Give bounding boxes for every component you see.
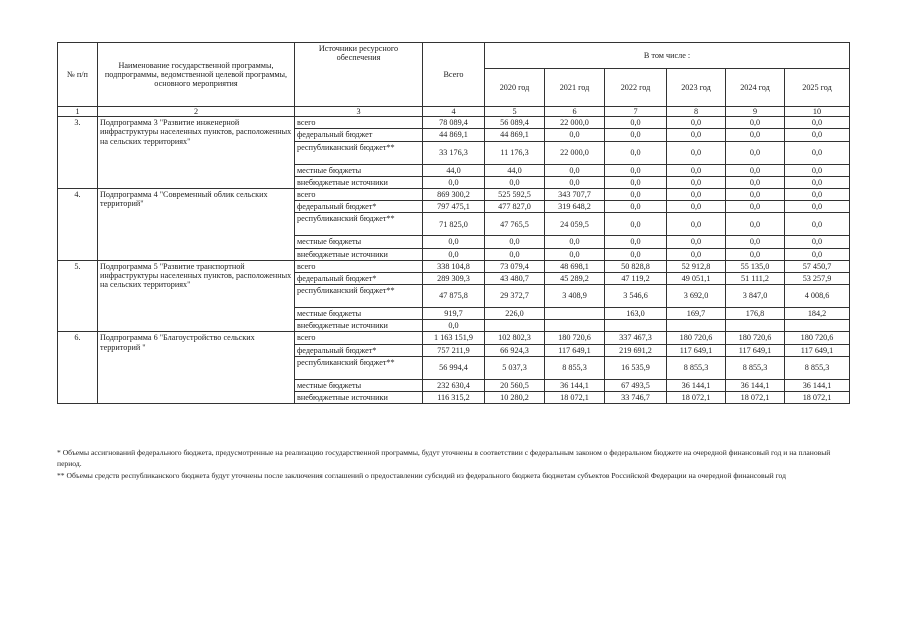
year-value: 47 765,5 — [485, 213, 545, 236]
total-value: 0,0 — [423, 176, 485, 188]
total-value: 797 475,1 — [423, 201, 485, 213]
year-value: 45 289,2 — [545, 272, 605, 284]
year-value: 73 079,4 — [485, 260, 545, 272]
year-value: 0,0 — [545, 176, 605, 188]
footnote-republican: ** Объемы средств республиканского бюджета будут уточнены после заключения соглашений о предоставлении субсидий из федерального бюджета бюджетам субъектов Российской Федерации на очередной финансовый год — [57, 471, 786, 480]
column-index: 6 — [545, 107, 605, 117]
year-value: 0,0 — [667, 213, 726, 236]
year-value: 0,0 — [605, 201, 667, 213]
funding-source: республиканский бюджет** — [295, 356, 423, 379]
year-value: 3 546,6 — [605, 285, 667, 308]
year-value: 55 135,0 — [726, 260, 785, 272]
program-name: Подпрограмма 3 "Развитие инженерной инфраструктуры населенных пунктов, расположенных на сельских территориях" — [98, 117, 295, 189]
year-value: 0,0 — [545, 236, 605, 248]
year-value: 0,0 — [785, 188, 850, 200]
year-value: 8 855,3 — [545, 356, 605, 379]
year-value: 0,0 — [667, 176, 726, 188]
year-value: 29 372,7 — [485, 285, 545, 308]
funding-source: внебюджетные источники — [295, 176, 423, 188]
header-year: 2021 год — [545, 69, 605, 107]
year-value: 16 535,9 — [605, 356, 667, 379]
year-value: 0,0 — [785, 213, 850, 236]
header-including: В том числе : — [485, 43, 850, 69]
year-value: 0,0 — [545, 164, 605, 176]
year-value: 319 648,2 — [545, 201, 605, 213]
year-value: 163,0 — [605, 308, 667, 320]
header-name: Наименование государственной программы, подпрограммы, ведомственной целевой программы, основного мероприятия — [98, 43, 295, 107]
year-value: 117 649,1 — [667, 344, 726, 356]
year-value: 117 649,1 — [785, 344, 850, 356]
year-value: 52 912,8 — [667, 260, 726, 272]
total-value: 47 875,8 — [423, 285, 485, 308]
total-value: 56 994,4 — [423, 356, 485, 379]
column-index-row — [58, 107, 850, 117]
funding-source: федеральный бюджет* — [295, 344, 423, 356]
column-index: 5 — [485, 107, 545, 117]
year-value: 180 720,6 — [785, 332, 850, 344]
year-value: 0,0 — [485, 248, 545, 260]
total-value: 0,0 — [423, 248, 485, 260]
program-number: 5. — [58, 260, 98, 332]
year-value: 22 000,0 — [545, 117, 605, 129]
year-value: 117 649,1 — [545, 344, 605, 356]
total-value: 33 176,3 — [423, 141, 485, 164]
funding-source: всего — [295, 117, 423, 129]
year-value: 0,0 — [785, 201, 850, 213]
year-value: 180 720,6 — [726, 332, 785, 344]
year-value: 0,0 — [667, 248, 726, 260]
header-total: Всего — [423, 43, 485, 107]
year-value — [785, 320, 850, 332]
program-name: Подпрограмма 6 "Благоустройство сельских территорий " — [98, 332, 295, 404]
year-value: 0,0 — [605, 248, 667, 260]
funding-source: внебюджетные источники — [295, 320, 423, 332]
header-year: 2023 год — [667, 69, 726, 107]
year-value: 0,0 — [785, 117, 850, 129]
year-value: 102 802,3 — [485, 332, 545, 344]
year-value: 33 746,7 — [605, 392, 667, 404]
year-value: 0,0 — [726, 236, 785, 248]
column-index: 3 — [295, 107, 423, 117]
total-value: 71 825,0 — [423, 213, 485, 236]
year-value: 0,0 — [667, 141, 726, 164]
year-value: 180 720,6 — [545, 332, 605, 344]
year-value: 50 828,8 — [605, 260, 667, 272]
year-value: 0,0 — [605, 141, 667, 164]
year-value: 0,0 — [785, 248, 850, 260]
year-value: 0,0 — [785, 164, 850, 176]
year-value: 49 051,1 — [667, 272, 726, 284]
year-value: 117 649,1 — [726, 344, 785, 356]
total-value: 116 315,2 — [423, 392, 485, 404]
total-value: 78 089,4 — [423, 117, 485, 129]
year-value: 0,0 — [667, 236, 726, 248]
year-value: 0,0 — [726, 176, 785, 188]
year-value — [605, 320, 667, 332]
year-value — [485, 320, 545, 332]
table-body — [58, 117, 850, 404]
year-value: 10 280,2 — [485, 392, 545, 404]
year-value: 337 467,3 — [605, 332, 667, 344]
year-value: 0,0 — [726, 141, 785, 164]
year-value: 0,0 — [605, 236, 667, 248]
header-year: 2020 год — [485, 69, 545, 107]
year-value: 477 827,0 — [485, 201, 545, 213]
year-value: 0,0 — [605, 129, 667, 141]
year-value: 0,0 — [785, 176, 850, 188]
year-value: 0,0 — [667, 188, 726, 200]
year-value: 18 072,1 — [667, 392, 726, 404]
year-value: 0,0 — [605, 188, 667, 200]
footnotes — [57, 447, 849, 482]
funding-source: всего — [295, 332, 423, 344]
year-value: 8 855,3 — [726, 356, 785, 379]
funding-source: республиканский бюджет** — [295, 213, 423, 236]
year-value: 0,0 — [726, 213, 785, 236]
header-year: 2024 год — [726, 69, 785, 107]
funding-source: всего — [295, 188, 423, 200]
column-index: 9 — [726, 107, 785, 117]
year-value: 36 144,1 — [785, 379, 850, 391]
footnote-federal: * Объемы ассигнований федерального бюджета, предусмотренные на реализацию государственной программы, будут уточнены в соответствии с федеральным законом о федеральном бюджете на очередной финансовый год и на плановый период. — [57, 448, 831, 468]
year-value: 5 037,3 — [485, 356, 545, 379]
total-value: 289 309,3 — [423, 272, 485, 284]
year-value: 0,0 — [667, 117, 726, 129]
year-value: 18 072,1 — [785, 392, 850, 404]
program-number: 3. — [58, 117, 98, 189]
year-value: 0,0 — [785, 236, 850, 248]
year-value: 0,0 — [667, 201, 726, 213]
year-value: 11 176,3 — [485, 141, 545, 164]
header-sources: Источники ресурсного обеспечения — [295, 43, 423, 107]
column-index: 2 — [98, 107, 295, 117]
funding-source: местные бюджеты — [295, 308, 423, 320]
program-number: 6. — [58, 332, 98, 404]
header-year: 2022 год — [605, 69, 667, 107]
year-value: 0,0 — [605, 117, 667, 129]
year-value: 0,0 — [667, 129, 726, 141]
year-value: 47 119,2 — [605, 272, 667, 284]
program-name: Подпрограмма 4 "Современный облик сельских территорий" — [98, 188, 295, 260]
year-value: 44 869,1 — [485, 129, 545, 141]
year-value: 180 720,6 — [667, 332, 726, 344]
year-value: 219 691,2 — [605, 344, 667, 356]
column-index: 4 — [423, 107, 485, 117]
year-value: 169,7 — [667, 308, 726, 320]
funding-source: внебюджетные источники — [295, 392, 423, 404]
column-index: 10 — [785, 107, 850, 117]
table-row — [58, 188, 850, 200]
year-value: 22 000,0 — [545, 141, 605, 164]
year-value: 0,0 — [485, 236, 545, 248]
budget-table — [57, 42, 850, 404]
year-value: 0,0 — [726, 129, 785, 141]
year-value: 0,0 — [667, 164, 726, 176]
year-value: 0,0 — [785, 141, 850, 164]
year-value: 3 847,0 — [726, 285, 785, 308]
year-value: 20 560,5 — [485, 379, 545, 391]
table-row — [58, 332, 850, 344]
total-value: 44 869,1 — [423, 129, 485, 141]
year-value: 3 408,9 — [545, 285, 605, 308]
table-row — [58, 260, 850, 272]
year-value: 8 855,3 — [785, 356, 850, 379]
year-value: 8 855,3 — [667, 356, 726, 379]
funding-source: федеральный бюджет — [295, 129, 423, 141]
year-value: 53 257,9 — [785, 272, 850, 284]
total-value: 232 630,4 — [423, 379, 485, 391]
year-value: 44,0 — [485, 164, 545, 176]
year-value: 0,0 — [605, 213, 667, 236]
year-value: 343 707,7 — [545, 188, 605, 200]
year-value: 66 924,3 — [485, 344, 545, 356]
year-value: 24 059,5 — [545, 213, 605, 236]
year-value: 56 089,4 — [485, 117, 545, 129]
year-value: 43 480,7 — [485, 272, 545, 284]
year-value: 3 692,0 — [667, 285, 726, 308]
table-header — [58, 43, 850, 117]
year-value: 0,0 — [726, 248, 785, 260]
year-value: 48 698,1 — [545, 260, 605, 272]
year-value: 18 072,1 — [726, 392, 785, 404]
year-value — [726, 320, 785, 332]
year-value: 0,0 — [726, 188, 785, 200]
year-value: 0,0 — [605, 176, 667, 188]
column-index: 7 — [605, 107, 667, 117]
year-value — [545, 320, 605, 332]
program-number: 4. — [58, 188, 98, 260]
year-value: 67 493,5 — [605, 379, 667, 391]
year-value: 51 111,2 — [726, 272, 785, 284]
year-value: 0,0 — [605, 164, 667, 176]
total-value: 1 163 151,9 — [423, 332, 485, 344]
funding-source: федеральный бюджет* — [295, 201, 423, 213]
year-value: 0,0 — [785, 129, 850, 141]
year-value: 18 072,1 — [545, 392, 605, 404]
header-year: 2025 год — [785, 69, 850, 107]
funding-source: республиканский бюджет** — [295, 141, 423, 164]
column-index: 8 — [667, 107, 726, 117]
year-value: 4 008,6 — [785, 285, 850, 308]
header-num: № п/п — [58, 43, 98, 107]
total-value: 338 104,8 — [423, 260, 485, 272]
total-value: 0,0 — [423, 320, 485, 332]
year-value: 0,0 — [726, 117, 785, 129]
total-value: 0,0 — [423, 236, 485, 248]
table-row — [58, 117, 850, 129]
funding-source: федеральный бюджет* — [295, 272, 423, 284]
year-value: 36 144,1 — [726, 379, 785, 391]
column-index: 1 — [58, 107, 98, 117]
funding-source: местные бюджеты — [295, 236, 423, 248]
year-value: 36 144,1 — [545, 379, 605, 391]
year-value: 57 450,7 — [785, 260, 850, 272]
funding-source: всего — [295, 260, 423, 272]
year-value: 0,0 — [545, 129, 605, 141]
year-value: 184,2 — [785, 308, 850, 320]
year-value: 0,0 — [485, 176, 545, 188]
year-value — [667, 320, 726, 332]
funding-source: местные бюджеты — [295, 164, 423, 176]
year-value: 525 592,5 — [485, 188, 545, 200]
total-value: 869 300,2 — [423, 188, 485, 200]
program-name: Подпрограмма 5 "Развитие транспортной инфраструктуры населенных пунктов, расположенных на сельских территориях" — [98, 260, 295, 332]
year-value: 0,0 — [726, 201, 785, 213]
year-value: 0,0 — [726, 164, 785, 176]
total-value: 44,0 — [423, 164, 485, 176]
funding-source: республиканский бюджет** — [295, 285, 423, 308]
year-value — [545, 308, 605, 320]
funding-source: местные бюджеты — [295, 379, 423, 391]
funding-source: внебюджетные источники — [295, 248, 423, 260]
total-value: 757 211,9 — [423, 344, 485, 356]
total-value: 919,7 — [423, 308, 485, 320]
year-value: 0,0 — [545, 248, 605, 260]
year-value: 36 144,1 — [667, 379, 726, 391]
year-value: 176,8 — [726, 308, 785, 320]
year-value: 226,0 — [485, 308, 545, 320]
